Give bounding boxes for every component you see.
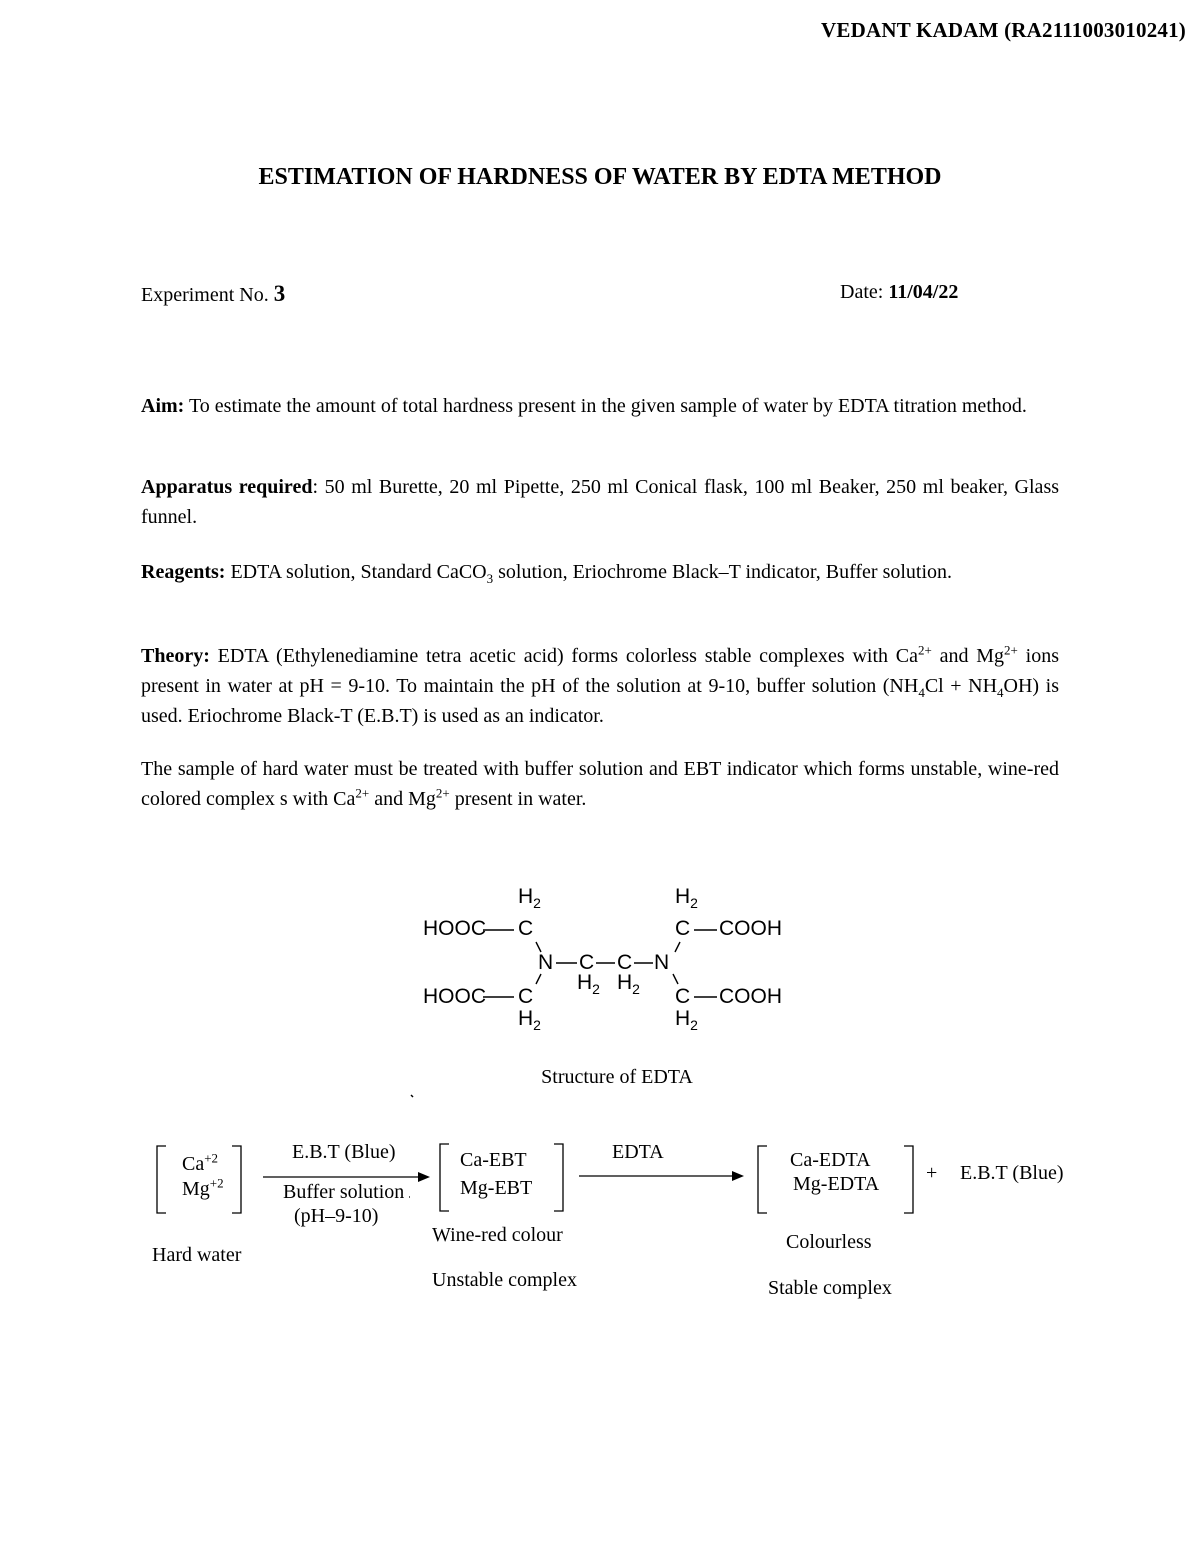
colourless-label: Colourless	[786, 1231, 872, 1253]
stable-complex-label: Stable complex	[768, 1277, 892, 1299]
arrow1-bottom-label-1: Buffer solution	[283, 1181, 405, 1203]
author-header: VEDANT KADAM (RA2111003010241)	[821, 18, 1186, 42]
theory-sup-1: 2+	[918, 642, 932, 658]
bracket-hard-water-left	[157, 1146, 166, 1213]
h2-top-right: $H_2$	[675, 885, 698, 912]
theory-text-2: and Mg	[931, 645, 1005, 667]
reagents-label: Reagents:	[141, 561, 226, 583]
theory-text-3: ions present in water at pH = 9-10. To maintain the pH of the solution at 9-10, buffer solution (NH	[141, 645, 1060, 697]
sample-text-1: The sample of hard water must be treated with buffer solution and EBT indicator which forms unstable, wine-red colored complex s with Ca	[141, 758, 1059, 810]
hooc-bottom: HOOC	[423, 985, 486, 1008]
bracket-edta-left	[758, 1146, 767, 1213]
sample-sup-2: 2+	[435, 785, 450, 801]
h2-top-left: $H_2$	[518, 885, 541, 912]
h2-bottom-right: $H_2$	[675, 1007, 698, 1034]
sample-text-2: and Mg	[369, 788, 436, 810]
ca-edta-complex: Ca-EDTA	[790, 1149, 871, 1171]
nitrogen-left: N	[538, 951, 554, 974]
page-title: ESTIMATION OF HARDNESS OF WATER BY EDTA METHOD	[258, 164, 942, 190]
carbon-bottom-right: C	[675, 985, 691, 1008]
apparatus-text: : 50 ml Burette, 20 ml Pipette, 250 ml Conical flask, 100 ml Beaker, 250 ml beaker, Glass funnel.	[141, 476, 1060, 528]
arrow2-top-label: EDTA	[612, 1141, 664, 1163]
bracket-ebt-right	[554, 1144, 563, 1211]
theory-label: Theory:	[141, 645, 210, 667]
hooc-top: HOOC	[423, 917, 486, 940]
hard-water-label: Hard water	[152, 1244, 242, 1266]
structure-caption: Structure of EDTA	[541, 1066, 693, 1088]
theory-text-1: EDTA (Ethylenediamine tetra acetic acid) forms colorless stable complexes with Ca	[217, 645, 918, 667]
aim-text: To estimate the amount of total hardness present in the given sample of water by EDTA titration method.	[188, 395, 1027, 417]
carbon-top-left: C	[518, 917, 534, 940]
ca-ebt-complex: Ca-EBT	[460, 1149, 527, 1171]
cooh-bottom: COOH	[719, 985, 782, 1008]
bracket-ebt-left	[440, 1144, 449, 1211]
stray-mark	[411, 1095, 413, 1097]
carbon-bridge-2: C	[617, 951, 633, 974]
magnesium-ion: $Mg^{+2}$	[182, 1175, 224, 1200]
h2-bridge-1: $H_2$	[577, 971, 600, 998]
mg-ebt-complex: Mg-EBT	[460, 1177, 533, 1199]
plus-sign: +	[926, 1162, 938, 1184]
arrow-1-head	[418, 1172, 430, 1182]
theory-sub-2: 4	[997, 685, 1004, 700]
calcium-ion: $Ca^{+2}$	[182, 1150, 219, 1175]
carbon-bridge-1: C	[579, 951, 595, 974]
ebt-blue-product: E.B.T (Blue)	[960, 1162, 1064, 1184]
unstable-complex-label: Unstable complex	[432, 1269, 577, 1291]
theory-sup-2: 2+	[1004, 642, 1018, 658]
arrow-2-head	[732, 1171, 744, 1181]
experiment-label: Experiment No.	[141, 284, 269, 306]
theory-text-4: Cl + NH	[924, 675, 998, 697]
reagents-text-2: solution, Eriochrome Black–T indicator, Buffer solution.	[493, 561, 953, 583]
date-label: Date:	[840, 281, 884, 303]
h2-bridge-2: $H_2$	[617, 971, 640, 998]
wine-red-label: Wine-red colour	[432, 1224, 563, 1246]
mg-edta-complex: Mg-EDTA	[793, 1173, 880, 1195]
apparatus-label: Apparatus required	[141, 476, 313, 498]
reagents-sub: 3	[486, 571, 494, 586]
bracket-hard-water-right	[232, 1146, 241, 1213]
experiment-value: 3	[273, 281, 286, 306]
sample-text-3: present in water.	[449, 788, 587, 810]
aim-label: Aim:	[141, 395, 185, 417]
nitrogen-right: N	[654, 951, 670, 974]
reagents-text-1: EDTA solution, Standard CaCO	[230, 561, 487, 583]
theory-text-5: OH) is used. Eriochrome Black-T (E.B.T) is used as an indicator.	[141, 675, 1060, 727]
theory-sub-1: 4	[918, 685, 925, 700]
bracket-edta-right	[904, 1146, 913, 1213]
arrow1-top-label: E.B.T (Blue)	[292, 1141, 396, 1163]
h2-bottom-left: $H_2$	[518, 1007, 541, 1034]
sample-sup-1: 2+	[355, 785, 370, 801]
cooh-top: COOH	[719, 917, 782, 940]
carbon-top-right: C	[675, 917, 691, 940]
carbon-bottom-left: C	[518, 985, 534, 1008]
date-value: 11/04/22	[888, 281, 959, 303]
arrow1-bottom-label-2: (pH–9-10)	[294, 1205, 379, 1227]
